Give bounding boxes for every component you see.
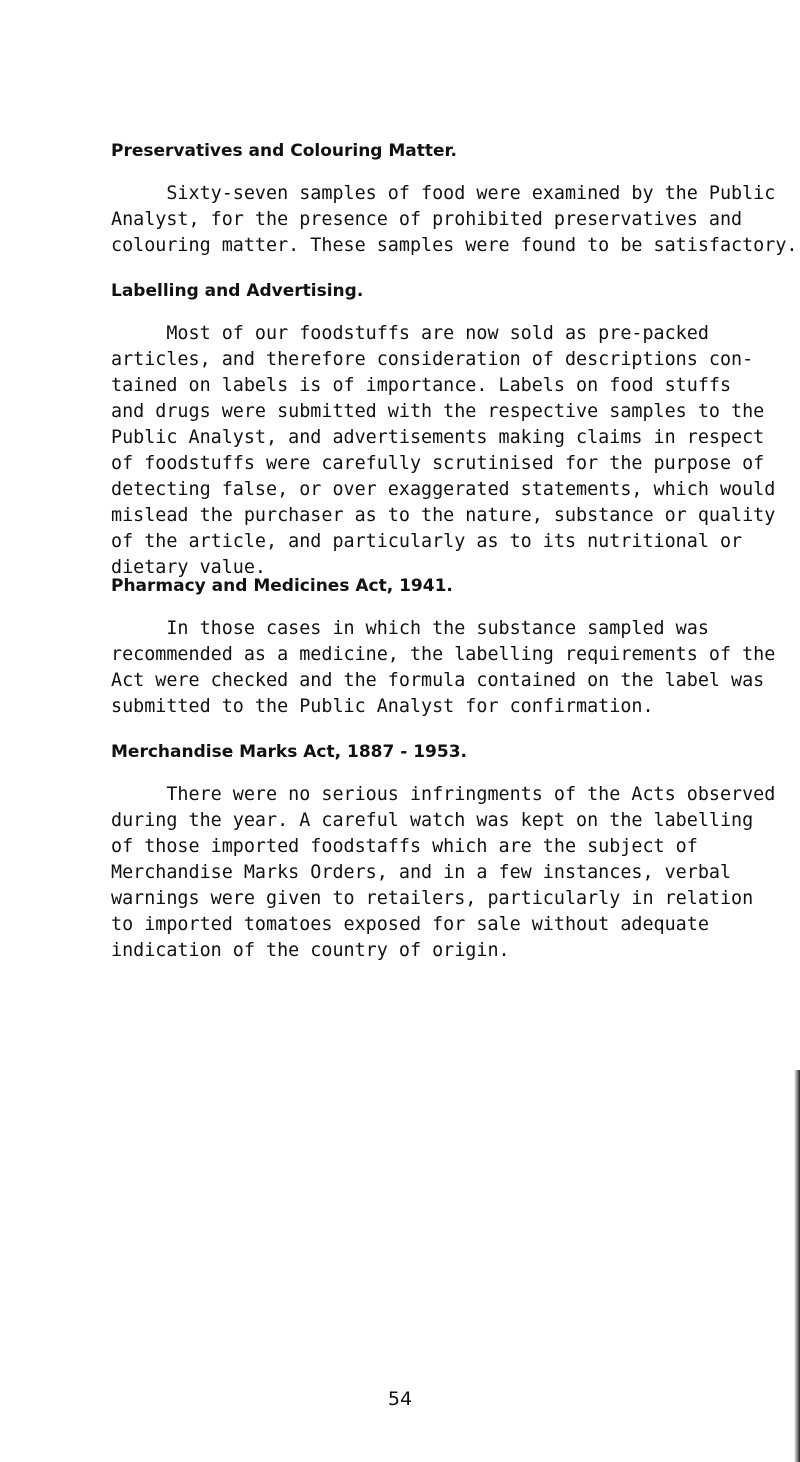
section-heading-preservatives: Preservatives and Colouring Matter. <box>111 141 457 161</box>
section-paragraph-preservatives: Sixty-seven samples of food were examined by the Public Analyst, for the presence of prohibited preservatives and colouring matter. These samples were found to be satisfactory. <box>111 183 798 256</box>
section-paragraph-labelling: Most of our foodstuffs are now sold as pre-packed articles, and therefore consideration of descriptions con- tained on labels is of importance. Labels on food stuffs and drugs were submitted with the respective samples to the Public Analyst, and advertisements making claims in respect of foodstuffs were carefully scrutinised for the purpose of detecting false, or over exaggerated statements, which would mislead the purchaser as to the nature, substance or quality of the article, and particularly as to its nutritional or dietary value. <box>111 323 776 578</box>
section-heading-merchandise: Merchandise Marks Act, 1887 - 1953. <box>111 742 467 762</box>
section-heading-labelling: Labelling and Advertising. <box>111 281 364 301</box>
section-heading-pharmacy: Pharmacy and Medicines Act, 1941. <box>111 576 453 596</box>
scan-edge-shadow <box>794 1070 800 1462</box>
section-paragraph-pharmacy: In those cases in which the substance sampled was recommended as a medicine, the labelling requirements of the Act were checked and the formula contained on the label was submitted to the Public Analyst for confirmation. <box>111 618 776 717</box>
page-number: 54 <box>387 1388 413 1410</box>
section-paragraph-merchandise: There were no serious infringments of the Acts observed during the year. A careful watch was kept on the labelling of those imported foodstaffs which are the subject of Merchandise Marks Orders, and in a few instances, verbal warnings were given to retailers, particularly in relation to imported tomatoes exposed for sale without adequate indication of the country of origin. <box>111 784 776 961</box>
